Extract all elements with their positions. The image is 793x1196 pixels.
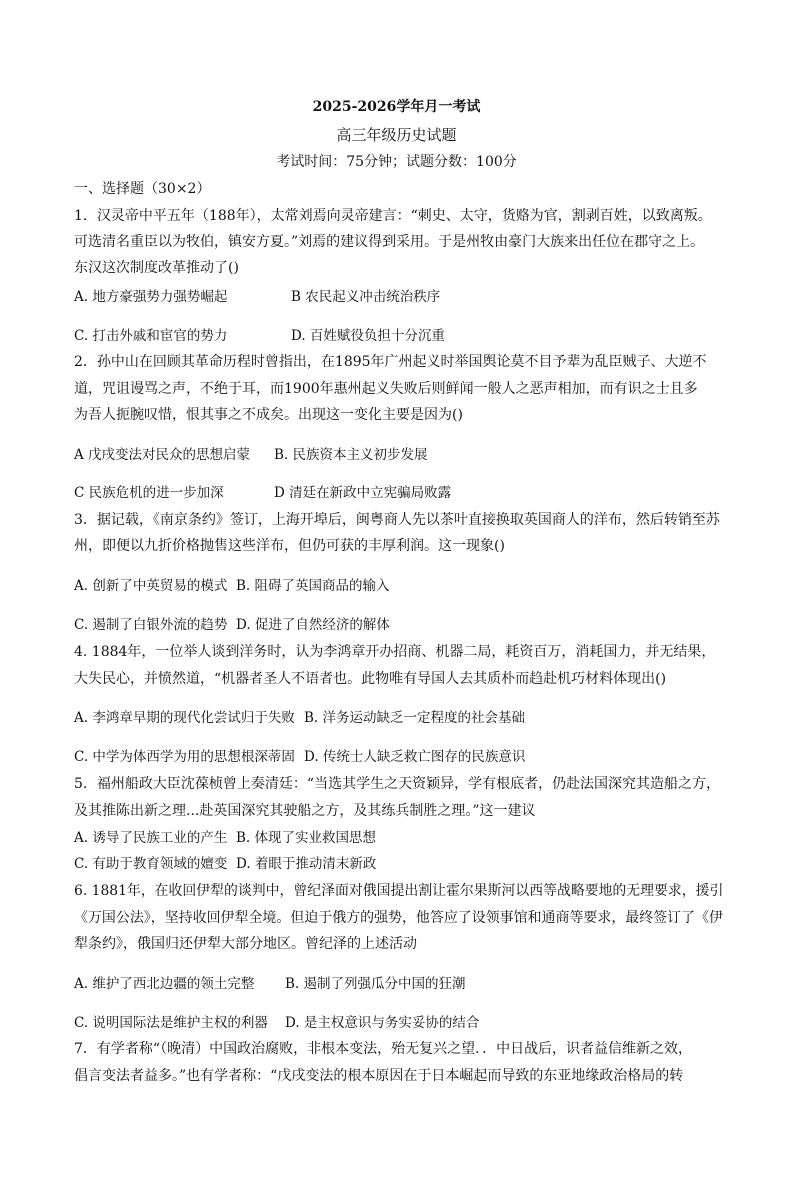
question-stem-line: 7．有学者称“（晚清）中国政治腐败，非根本变法，殆无复兴之望．．中日战后，识者益信维新之效，	[74, 1041, 693, 1057]
option-b[interactable]: B. 体现了实业救国思想	[236, 830, 377, 846]
question-stem-line: 州，即便以九折价格抛售这些洋布，但仍可获的丰厚利润。这一现象()	[74, 538, 505, 554]
option-a[interactable]: A 戊戌变法对民众的思想启蒙	[74, 447, 251, 463]
question-stem-line: 2．孙中山在回顾其革命历程时曾指出，在1895年广州起义时举国舆论莫不目予辈为乱臣贼子、大逆不	[74, 354, 707, 370]
question-stem-line: 东汉这次制度改革推动了()	[74, 260, 239, 276]
option-c[interactable]: C. 说明国际法是维护主权的利器	[74, 1015, 268, 1031]
question-stem-line: 可选清名重臣以为牧伯，镇安方夏。”刘焉的建议得到采用。于是州牧由豪门大族来出任位在郡守之上。	[74, 234, 705, 250]
question-stem-line: 为吾人扼腕叹惜，恨其事之不成矣。出现这一变化主要是因为()	[74, 407, 463, 423]
option-c[interactable]: C. 中学为体西学为用的思想根深蒂固	[74, 749, 295, 765]
option-d[interactable]: D. 传统士人缺乏救亡图存的民族意识	[304, 749, 526, 765]
option-b[interactable]: B 农民起义冲击统治秩序	[291, 289, 441, 305]
option-d[interactable]: D. 着眼于推动清末新政	[236, 856, 377, 872]
exam-subtitle: 高三年级历史试题	[336, 126, 457, 144]
question-stem-line: 及其推陈出新之理...赴英国深究其驶船之方，及其练兵制胜之理。”这一建议	[74, 803, 536, 819]
option-c[interactable]: C 民族危机的进一步加深	[74, 485, 224, 501]
option-d[interactable]: D. 是主权意识与务实妥协的结合	[285, 1015, 480, 1031]
option-a[interactable]: A. 李鸿章早期的现代化尝试归于失败	[74, 710, 295, 726]
option-a[interactable]: A. 创新了中英贸易的模式	[74, 578, 228, 594]
question-stem-line: 倡言变法者益多。”也有学者称：“戊戌变法的根本原因在于日本崛起而导致的东亚地缘政治格局的转	[74, 1068, 684, 1084]
question-stem-line: 道，咒诅谩骂之声，不绝于耳，而1900年惠州起义失败后则鲜闻一般人之恶声相加，而有识之士且多	[74, 381, 698, 397]
option-b[interactable]: B. 阻碍了英国商品的输入	[236, 578, 390, 594]
option-d[interactable]: D. 促进了自然经济的解体	[236, 617, 390, 633]
option-b[interactable]: B. 遏制了列强瓜分中国的狂潮	[285, 976, 466, 992]
option-a[interactable]: A. 地方豪强势力强势崛起	[74, 289, 228, 305]
option-b[interactable]: B. 洋务运动缺乏一定程度的社会基础	[304, 710, 526, 726]
exam-title: 2025-2026学年月一考试	[312, 99, 481, 115]
option-d[interactable]: D 清廷在新政中立宪骗局败露	[274, 485, 452, 501]
option-c[interactable]: C. 打击外戚和宦官的势力	[74, 328, 228, 344]
question-stem-line: 犁条约》，俄国归还伊犁大部分地区。曾纪泽的上述活动	[74, 936, 417, 952]
option-c[interactable]: C. 遏制了白银外流的趋势	[74, 617, 228, 633]
question-stem-line: 1．汉灵帝中平五年（188年），太常刘焉向灵帝建言：“刺史、太守，货赂为官，割剥百姓，以致离叛。	[74, 208, 712, 224]
exam-info: 考试时间：75分钟；试题分数：100分	[276, 154, 517, 170]
option-a[interactable]: A. 诱导了民族工业的产生	[74, 830, 228, 846]
section-heading: 一、选择题（30×2）	[74, 181, 211, 197]
question-stem-line: 5．福州船政大臣沈葆桢曾上奏清廷：“当选其学生之天资颖异，学有根底者，仍赴法国深究其造船之方，	[74, 776, 721, 792]
question-stem-line: 《万国公法》，坚持收回伊犁全境。但迫于俄方的强势，他答应了设领事馆和通商等要求，最终签订了《伊	[74, 910, 723, 926]
option-d[interactable]: D. 百姓赋役负担十分沉重	[291, 328, 445, 344]
question-stem-line: 4. 1884年，一位举人谈到洋务时，认为李鸿章开办招商、机器二局，耗资百万，消耗国力，并无结果，	[74, 644, 716, 660]
option-b[interactable]: B. 民族资本主义初步发展	[274, 447, 428, 463]
question-stem-line: 大失民心，并愤然道，“机器者圣人不语者也。此物唯有导国人去其质朴而趋赴机巧材料体现出()	[74, 671, 667, 687]
question-stem-line: 3．据记载，《南京条约》签订，上海开埠后，闽粤商人先以茶叶直接换取英国商人的洋布，然后转销至苏	[74, 512, 720, 528]
question-stem-line: 6. 1881年，在收回伊犁的谈判中，曾纪泽面对俄国提出割让霍尔果斯河以西等战略要地的无理要求，援引	[74, 883, 724, 899]
option-a[interactable]: A. 维护了西北边疆的领土完整	[74, 976, 255, 992]
option-c[interactable]: C. 有助于教育领域的嬗变	[74, 856, 228, 872]
